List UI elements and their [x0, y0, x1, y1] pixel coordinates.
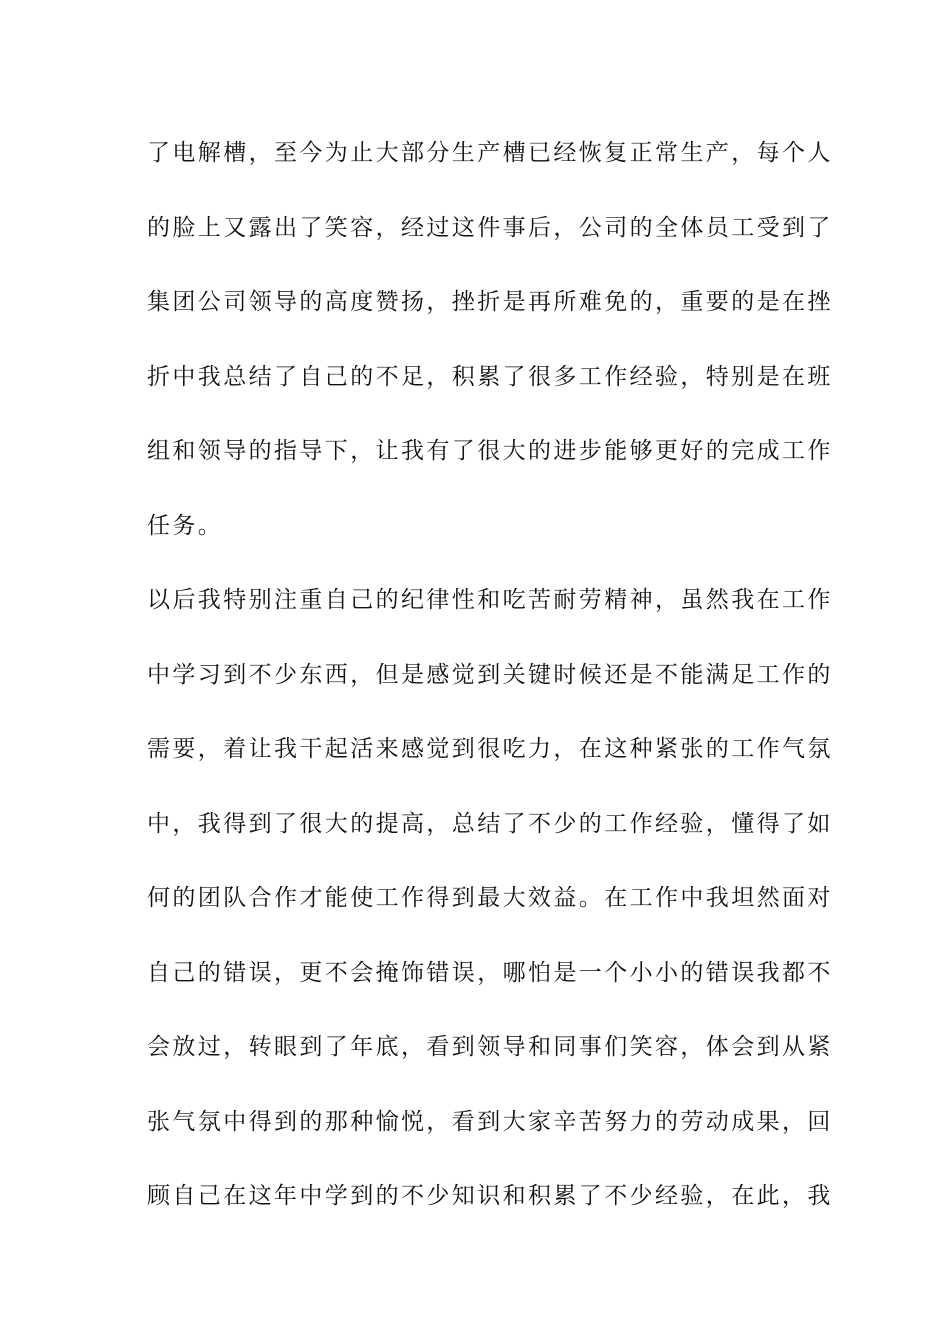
text-line-7: 以后我特别注重自己的纪律性和吃苦耐劳精神，虽然我在工作 [147, 587, 833, 613]
text-line-5: 组和领导的指导下，让我有了很大的进步能够更好的完成工作 [147, 438, 833, 464]
text-line-15: 顾自己在这年中学到的不少知识和积累了不少经验，在此，我 [147, 1183, 833, 1209]
body-text [147, 128, 833, 1246]
text-line-10: 中，我得到了很大的提高，总结了不少的工作经验，懂得了如 [147, 810, 833, 837]
text-line-8: 中学习到不少东西，但是感觉到关键时候还是不能满足工作的 [147, 661, 833, 688]
text-line-6: 任务。 [147, 512, 224, 539]
text-line-9: 需要，着让我干起活来感觉到很吃力，在这种紧张的工作气氛 [147, 736, 833, 762]
text-line-4: 折中我总结了自己的不足，积累了很多工作经验，特别是在班 [147, 363, 833, 390]
text-line-3: 集团公司领导的高度赞扬，挫折是再所难免的，重要的是在挫 [147, 289, 833, 315]
text-line-2: 的脸上又露出了笑容，经过这件事后，公司的全体员工受到了 [147, 214, 833, 241]
text-line-11: 何的团队合作才能使工作得到最大效益。在工作中我坦然面对 [147, 885, 833, 911]
text-line-12: 自己的错误，更不会掩饰错误，哪怕是一个小小的错误我都不 [147, 959, 833, 986]
text-line-13: 会放过，转眼到了年底，看到领导和同事们笑容，体会到从紧 [147, 1034, 833, 1060]
text-line-1: 了电解槽，至今为止大部分生产槽已经恢复正常生产，每个人 [147, 140, 833, 166]
text-line-14: 张气氛中得到的那种愉悦，看到大家辛苦努力的劳动成果，回 [147, 1108, 833, 1135]
